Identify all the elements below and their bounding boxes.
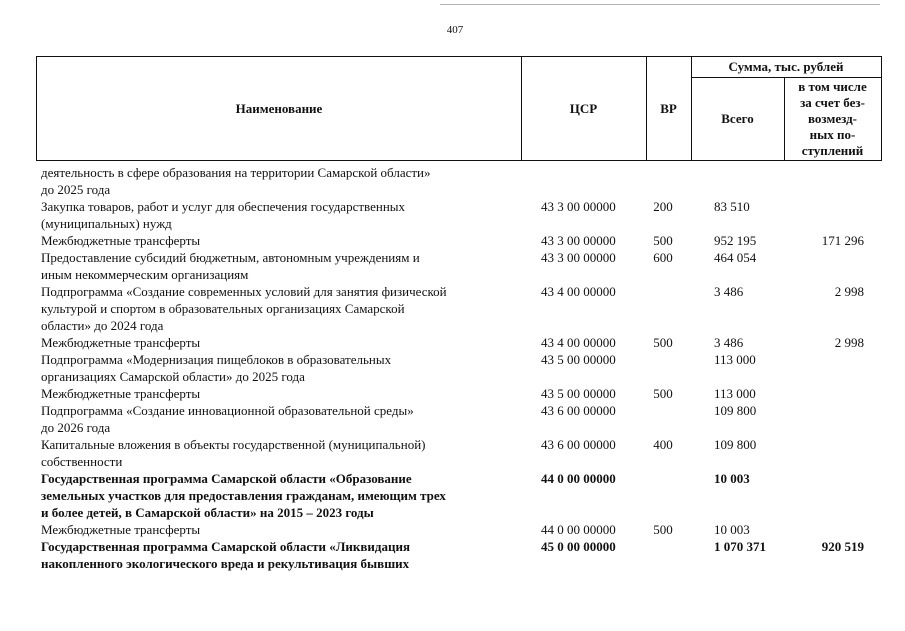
row-vr — [640, 351, 686, 385]
table-row — [0, 164, 905, 198]
row-incl — [782, 351, 872, 385]
row-total — [686, 164, 782, 198]
row-incl: 920 519 — [821, 539, 864, 554]
row-total: 3 486 — [714, 284, 744, 299]
top-rule — [440, 4, 880, 5]
row-name: Межбюджетные трансферты — [41, 522, 201, 537]
row-total: 3 486 — [714, 335, 744, 350]
row-vr — [640, 283, 686, 334]
table-row — [0, 402, 905, 436]
row-csr — [519, 164, 640, 198]
row-name: Подпрограмма «Создание современных условий для занятия физической культурой и спортом в образовательных организациях Самарской области» до 2024 года — [41, 284, 447, 333]
row-name: Закупка товаров, работ и услуг для обеспечения государственных (муниципальных) нужд — [41, 199, 406, 231]
row-csr: 44 0 00 00000 — [541, 471, 616, 486]
header-csr-cell — [521, 56, 647, 161]
row-total: 1 070 371 — [714, 539, 766, 554]
row-incl — [782, 249, 872, 283]
header-name-cell — [36, 56, 522, 161]
row-csr: 44 0 00 00000 — [541, 522, 616, 537]
row-vr: 500 — [653, 386, 673, 401]
budget-table-body — [0, 164, 905, 572]
row-total: 83 510 — [714, 199, 750, 214]
row-incl — [782, 436, 872, 470]
table-row — [0, 538, 905, 572]
row-csr: 43 5 00 00000 — [541, 386, 616, 401]
row-name: Капитальные вложения в объекты государственной (муниципальной) собственности — [41, 437, 426, 469]
row-incl — [782, 402, 872, 436]
row-incl — [782, 164, 872, 198]
row-name: Межбюджетные трансферты — [41, 233, 201, 248]
row-incl — [782, 385, 872, 402]
row-total: 113 000 — [714, 386, 756, 401]
row-total: 109 800 — [714, 437, 757, 452]
table-row — [0, 385, 905, 402]
row-csr: 45 0 00 00000 — [541, 539, 616, 554]
table-row — [0, 249, 905, 283]
row-name: Подпрограмма «Создание инновационной образовательной среды» до 2026 года — [41, 403, 414, 435]
header-total-label: Всего — [721, 110, 754, 126]
row-vr — [640, 538, 686, 572]
page-number: 407 — [446, 24, 464, 36]
row-vr: 500 — [653, 233, 673, 248]
row-incl: 2 998 — [834, 335, 864, 350]
row-csr: 43 6 00 00000 — [541, 403, 616, 418]
row-vr: 500 — [653, 522, 673, 537]
row-name: Межбюджетные трансферты — [41, 386, 201, 401]
table-row — [0, 351, 905, 385]
header-sum-cell — [691, 56, 882, 78]
row-name: Межбюджетные трансферты — [41, 335, 201, 350]
row-csr: 43 4 00 00000 — [541, 335, 616, 350]
row-vr: 500 — [653, 335, 673, 350]
row-csr: 43 3 00 00000 — [541, 233, 616, 248]
header-vr-cell — [646, 56, 692, 161]
row-incl — [782, 470, 872, 521]
row-name: деятельность в сфере образования на территории Самарской области» до 2025 года — [41, 165, 431, 197]
row-vr: 200 — [653, 199, 673, 214]
row-incl: 171 296 — [821, 233, 864, 248]
row-total: 113 000 — [714, 352, 756, 367]
row-name: Предоставление субсидий бюджетным, автономным учреждениям и иным некоммерческим организациям — [41, 250, 420, 282]
row-vr — [640, 164, 686, 198]
row-csr: 43 5 00 00000 — [541, 352, 616, 367]
header-vr-label: ВР — [660, 100, 677, 116]
row-csr: 43 3 00 00000 — [541, 199, 616, 214]
row-total: 10 003 — [714, 522, 750, 537]
table-row — [0, 232, 905, 249]
row-name: Подпрограмма «Модернизация пищеблоков в образовательных организациях Самарской области» до 2025 года — [41, 352, 392, 384]
row-vr — [640, 402, 686, 436]
row-incl — [782, 521, 872, 538]
table-row — [0, 283, 905, 334]
row-total: 464 054 — [714, 250, 757, 265]
header-sum-label: Сумма, тыс. рублей — [728, 59, 844, 74]
table-row — [0, 334, 905, 351]
row-csr: 43 4 00 00000 — [541, 284, 616, 299]
table-row — [0, 470, 905, 521]
header-csr-label: ЦСР — [569, 100, 598, 116]
row-total: 10 003 — [714, 471, 750, 486]
row-total: 952 195 — [714, 233, 757, 248]
table-row — [0, 198, 905, 232]
row-incl — [782, 198, 872, 232]
row-vr: 600 — [653, 250, 673, 265]
table-row — [0, 436, 905, 470]
header-total-cell — [691, 77, 785, 161]
row-incl: 2 998 — [834, 284, 864, 299]
row-csr: 43 3 00 00000 — [541, 250, 616, 265]
table-row — [0, 521, 905, 538]
row-vr: 400 — [653, 437, 673, 452]
row-name: Государственная программа Самарской области «Образование земельных участков для предоставления гражданам, имеющим трех и более детей, в Самарской области» на 2015 – 2023 годы — [41, 471, 446, 520]
row-csr: 43 6 00 00000 — [541, 437, 616, 452]
header-name-label: Наименование — [235, 100, 323, 116]
header-incl-label: в том числе за счет без- возмезд- ных по- ступлений — [798, 78, 867, 158]
row-total: 109 800 — [714, 403, 757, 418]
header-incl-cell — [784, 77, 882, 161]
row-name: Государственная программа Самарской области «Ликвидация накопленного экологического вреда и рекультивация бывших — [41, 539, 410, 571]
row-vr — [640, 470, 686, 521]
